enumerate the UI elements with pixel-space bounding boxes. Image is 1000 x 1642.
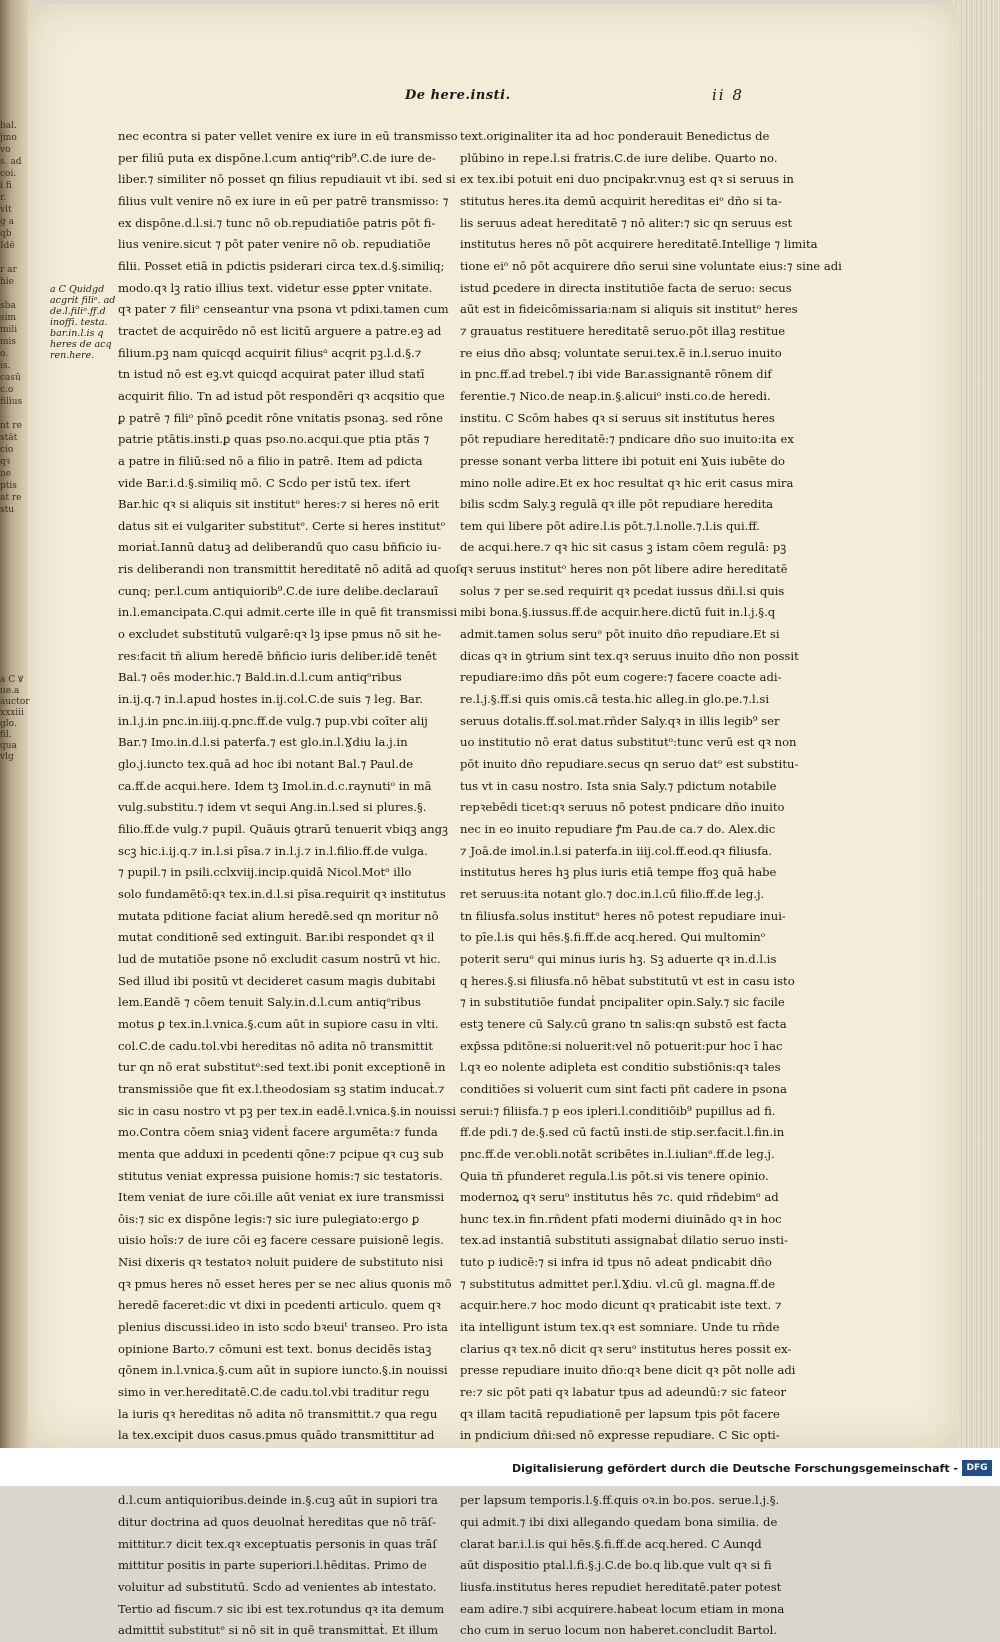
text-line: tione eiᵒ nō pōt acquirere dño serui sine voluntate eius:⁊ sine adi — [460, 258, 842, 273]
text-line: tem qui libere pōt adire.l.is pōt.⁊.l.nolle.⁊.l.is qui.ff. — [460, 518, 760, 533]
text-line: res:facit tñ alium heredē bñficio iuris deliber.idē tenēt — [118, 648, 437, 663]
text-line: mittitur positis in parte superiori.l.hēditas. Primo de — [118, 1558, 427, 1573]
text-line: nec in eo inuito repudiare ꝭm Pau.de ca.⁊ do. Alex.dic — [460, 822, 776, 836]
text-line: qꝛ illam tacitā repudiationē per lapsum tpis pōt facere — [460, 1406, 780, 1421]
text-line: lis seruus adeat hereditatē ⁊ nō aliter:⁊ sic qn seruus est — [460, 215, 793, 230]
text-line: tractet de acquirēdo nō est licitū arguere a patre.eꝫ ad — [118, 323, 442, 338]
text-line: seruus dotalis.ff.sol.mat.rñder Saly.qꝛ in illis legib⁹ ser — [460, 713, 780, 728]
text-line: vulg.substitu.⁊ idem vt sequi Ang.in.l.sed si plures.§. — [118, 800, 427, 815]
text-line: serui:⁊ filiisfa.⁊ p eos ipleri.l.conditiōib⁹ pupillus ad fi. — [460, 1103, 776, 1118]
text-line: poterit seruᵒ qui minus iuris hꝫ. Sꝫ aduerte qꝛ in.d.l.is — [460, 951, 777, 966]
text-line: filius vult venire nō ex iure in eū per patrē transmisso: ⁊ — [118, 193, 449, 208]
text-line: presse repudiare inuito dño:qꝛ bene dicit qꝛ pōt nolle adi — [460, 1363, 796, 1378]
text-line: to pīe.l.is qui hēs.§.fi.ff.de acq.hered. Qui multominᵒ — [460, 930, 766, 945]
text-line: Bal.⁊ oēs moder.hic.⁊ Bald.in.d.l.cum antiqᵒribus — [118, 670, 402, 685]
text-line: estꝫ tenere cū Saly.cū grano tn salis:qn substō est facta — [460, 1016, 787, 1031]
text-line: Nisi dixeris qꝛ testatoꝛ noluit puidere de substituto nisi — [118, 1255, 444, 1270]
text-line: pnc.ff.de ver.obli.notāt scribētes in.l.iulianᵒ.ff.de leg.j. — [460, 1146, 775, 1161]
text-line: in.ij.q.⁊ in.l.apud hostes in.ij.col.C.de suis ⁊ leg. Bar. — [118, 692, 423, 707]
text-line: repꝛebēdi ticet:qꝛ seruus nō potest pndicare dño inuito — [460, 800, 785, 815]
text-line: col.C.de cadu.tol.vbi hereditas nō adita nō transmittit — [118, 1038, 433, 1053]
text-line: Bar.hic qꝛ si aliquis sit institutᵒ heres:⁊ si heres nō erit — [118, 497, 440, 512]
text-line: qꝛ pmus heres nō esset heres per se nec alius quonis mō — [118, 1276, 452, 1291]
text-line: q heres.§.si filiusfa.nō hēbat substitutū vt est in casu isto — [460, 973, 795, 988]
text-line: presse sonant verba littere ibi potuit eni Ɣuis iubēte do — [460, 453, 785, 468]
text-line: glo.j.iuncto tex.quā ad hoc ibi notant Bal.⁊ Paul.de — [118, 757, 414, 772]
text-line: tur qn nō erat substitutᵒ:sed text.ibi ponit exceptionē in — [118, 1060, 446, 1075]
text-line: filii. Posset etiā in pdictis psiderari circa tex.d.§.similiq; — [118, 258, 445, 273]
text-line: admit.tamen solus seruᵒ pōt inuito dño repudiare.Et si — [460, 627, 780, 642]
text-line: ex tex.ibi potuit eni duo pncipakr.vnuꝫ est qꝛ si seruus in — [460, 172, 794, 187]
text-line: ex dispōne.d.l.si.⁊ tunc nō ob.repudiatiōe patris pōt fi- — [118, 215, 436, 230]
footer-bar — [0, 1448, 1000, 1486]
text-line: dicas qꝛ in ꝯtrium sint tex.qꝛ seruus inuito dño non possit — [460, 648, 799, 663]
text-line: conditiōes si voluerit cum sint facti pñt cadere in psona — [460, 1081, 787, 1096]
text-line: ris deliberandi non transmittit hereditatē nō aditā ad quoſ- — [118, 562, 464, 577]
text-line: aūt est in fideicōmissaria:nam si aliquis sit institutᵒ heres — [460, 302, 798, 317]
text-line: admittiṫ substitutᵒ si nō sit in quē transmittaṫ. Et illum — [118, 1623, 439, 1638]
text-line: lud de mutatiōe psone nō excludit casum nostrū vt hic. — [118, 951, 441, 966]
text-line: mittitur.⁊ dicit tex.qꝛ exceptuatis personis in quas trāſ — [118, 1536, 437, 1551]
right-text-column — [460, 126, 842, 1642]
left-text-column — [118, 126, 464, 1642]
text-line: patrie ptātis.insti.ꝑ quas pso.no.acqui.que ptia ptās ⁊ — [118, 432, 430, 447]
text-line: uisio hoīs:⁊ de iure cōi eꝫ facere cessare puisionē legis. — [118, 1233, 444, 1248]
text-line: voluitur ad substitutū. Scḋo ad venientes ab intestato. — [118, 1579, 437, 1594]
folio-number: ii 8 — [712, 86, 744, 104]
text-line: scꝫ hic.i.ij.q.⁊ in.l.si pīsa.⁊ in.l.j.⁊ in.l.filio.ff.de vulga. — [118, 843, 428, 858]
text-line: simo in ver.hereditatē.C.de cadu.tol.vbi traditur regu — [118, 1385, 430, 1400]
text-line: mino nolle adire.Et ex hoc resultat qꝛ hic erit casus mira — [460, 475, 794, 490]
text-line: a patre in filiū:sed nō a filio in patrē. Item ad pdicta — [118, 453, 423, 468]
text-line: tuto p iudicē:⁊ si infra id tpus nō adeat pndicabit dño — [460, 1255, 772, 1270]
text-line: per filiū puta ex dispōne.l.cum antiqᵒrib⁹.C.de iure de- — [118, 150, 436, 165]
text-line: Bar.⁊ Imo.in.d.l.si paterfa.⁊ est glo.in.l.Ɣdiu la.j.in — [118, 735, 408, 750]
text-line: moriaṫ.Iannū datuꝫ ad deliberandū quo casu bñficio iu- — [118, 540, 442, 555]
text-line: modernoꝝ qꝛ seruᵒ institutus hēs ⁊c. quid rñdebimᵒ ad — [460, 1190, 779, 1205]
text-line: in pnc.ff.ad trebel.⁊ ibi vide Bar.assignantē rōnem dif — [460, 367, 772, 382]
text-line: filio.ff.de vulg.⁊ pupil. Quāuis ꝯtrarū tenuerit vbiqꝫ angꝫ — [118, 822, 448, 836]
text-line: ff.de pdi.⁊ de.§.sed cū factū insti.de stip.ser.facit.l.fin.in — [460, 1125, 785, 1140]
text-line: lius venire.sicut ⁊ pōt pater venire nō ob. repudiatiōe — [118, 237, 431, 252]
text-line: modo.qꝛ lꝫ ratio illius text. videtur esse ꝑpter vnitate. — [118, 280, 433, 295]
text-line: in.l.emancipata.C.qui admit.certe ille in quē fit transmissi — [118, 605, 458, 620]
text-line: de acqui.here.⁊ qꝛ hic sit casus ꝫ istam cōem regulā: pꝫ — [460, 540, 787, 555]
text-line: la tex.excipit duos casus.pmus quādo transmittitur ad — [118, 1428, 435, 1443]
text-line: ōis:⁊ sic ex dispōne legis:⁊ sic iure pulegiato:ergo ꝑ — [118, 1211, 420, 1226]
text-line: ret seruus:ita notant glo.⁊ doc.in.l.cū filio.ff.de leg.j. — [460, 886, 765, 901]
text-line: datus sit ei vulgariter substitutᵒ. Certe si heres institutᵒ — [118, 518, 446, 533]
text-line: menta que adduxi in pcedenti qōne:⁊ pcipue qꝛ cuꝫ sub — [118, 1146, 444, 1161]
text-line: Sed illud ibi positū vt decideret casum magis dubitabi — [118, 973, 436, 988]
text-line: tus vt in casu nostro. Ista snia Saly.⁊ pdictum notabile — [460, 778, 777, 793]
text-line: qꝛ seruus institutᵒ heres non pōt libere adire hereditatē — [460, 562, 788, 577]
text-line: ꝑ patrē ⁊ filiᵒ pīnō ꝑcedit rōne vnitatis psonaꝫ. sed rōne — [118, 410, 443, 425]
text-line: ⁊ pupil.⁊ in psili.cclxviij.incip.quidā Nicol.Motᵒ illo — [118, 865, 412, 880]
marginal-note: a C Quidgd acgrit filiᵒ. ad de.l.filiᵒ.ff.d inoffi. testa. bar.in.l.is q heres de acq ren.here. — [50, 284, 116, 361]
text-line: re.l.j.§.ff.si quis omis.cā testa.hic alleg.in glo.pe.⁊.l.si — [460, 692, 770, 707]
text-line: mibi bona.§.iussus.ff.de acquir.here.dictū fuit in.l.j.§.q — [460, 605, 776, 620]
text-line: ca.ff.de acqui.here. Idem tꝫ Imol.in.d.c.raynutiᵒ in mā — [118, 778, 432, 793]
text-line: cunq; per.l.cum antiquiorib⁹.C.de iure delibe.declarauī — [118, 583, 439, 598]
text-line: o excludet substitutū vulgarē:qꝛ lꝫ ipse pmus nō sit he- — [118, 627, 442, 642]
text-line: ⁊ in substitutiōe fundaṫ pncipaliter opin.Saly.⁊ sic facile — [460, 995, 785, 1010]
text-line: opinione Barto.⁊ cōmuni est text. bonus decidēs istaꝫ — [118, 1341, 432, 1356]
text-line: in.l.j.in pnc.in.iiij.q.pnc.ff.de vulg.⁊ pup.vbi coīter alij — [118, 713, 428, 728]
text-line: ferentie.⁊ Nico.de neap.in.§.alicuiᵒ insti.co.de heredi. — [460, 388, 771, 403]
text-line: institu. C Scōm habes qꝛ si seruus sit institutus heres — [460, 410, 775, 425]
text-line: qui admit.⁊ ibi dixi allegando quedam bona similia. de — [460, 1515, 778, 1529]
text-line: filium.pꝫ nam quicqd acquirit filiusᵃ acqrit pꝫ.l.d.§.⁊ — [118, 345, 422, 360]
text-line: clarat bar.i.l.is qui hēs.§.fi.ff.de acq.hered. C Aunqd — [460, 1536, 762, 1551]
text-line: tn filiusfa.solus institutᵒ heres nō potest repudiare inui- — [460, 908, 786, 923]
text-line: re:⁊ sic pōt pati qꝛ labatur tpus ad adeundū:⁊ sic fateor — [460, 1385, 787, 1400]
text-line: Quia tñ pfunderet regula.l.is pōt.si vis tenere opinio. — [460, 1168, 769, 1183]
text-line: la iuris qꝛ hereditas nō adita nō transmittit.⁊ qua regu — [118, 1406, 438, 1421]
text-line: tn istud nō est eꝫ.vt quicqd acquirat pater illud statī — [118, 367, 425, 382]
text-line: liusfa.institutus heres repudiet hereditatē.pater potest — [460, 1579, 782, 1594]
text-line: l.qꝛ eo nolente adipleta est conditio substiōnis:qꝛ tales — [460, 1060, 781, 1075]
adjacent-page-fragment-lower: a C Ꝟ ue.a auctor xxxiii glo. fil. qua vlg — [0, 675, 30, 762]
text-line: text.originaliter ita ad hoc ponderauit Benedictus de — [460, 129, 770, 143]
text-line: acquir.here.⁊ hoc modo dicunt qꝛ praticabit iste text. ⁊ — [460, 1298, 782, 1313]
text-line: vide Bar.i.d.§.similiq mō. C Scḋo per istū tex. ifert — [118, 475, 411, 490]
text-line: plenius discussi.ideo in isto scḋo bꝛeuiᵗ transeo. Pro ista — [118, 1320, 448, 1335]
adjacent-page-fragment: bal. jmo vo s. ad coi. i fi r. vlt g a qb Idē r ar hie sba sim mili mis o. is. casū c.o filius nt re stāt cio qꝛ ne ptis at re stu — [0, 121, 23, 515]
text-line: Item veniat de iure cōi.ille aūt veniat ex iure transmissi — [118, 1190, 445, 1205]
text-line: motus ꝑ tex.in.l.vnica.§.cum aūt in supiore casu in vlti. — [118, 1016, 439, 1031]
text-line: transmissiōe que fit ex.l.theodosiam sꝫ statim inducaṫ.⁊ — [118, 1081, 445, 1096]
text-line: clarius qꝛ tex.nō dicit qꝛ seruᵒ institutus heres possit ex- — [460, 1341, 792, 1356]
text-line: institutus heres nō pōt acquirere hereditatē.Intellige ⁊ limita — [460, 237, 818, 252]
text-line: nec econtra si pater vellet venire ex iure in eū transmisso — [118, 129, 458, 143]
text-line: solus ⁊ per se.sed requirit qꝛ pcedat iussus dñi.l.si quis — [460, 583, 785, 598]
text-line: uo institutio nō erat datus substitutᵒ:tunc verū est qꝛ non — [460, 735, 797, 750]
text-line: aūt dispositio ptal.l.fi.§.j.C.de bo.q lib.que vult qꝛ si fi — [460, 1558, 772, 1573]
text-line: plūbino in repe.l.si fratris.C.de iure delibe. Quarto no. — [460, 150, 778, 165]
text-line: stitutus heres.ita demū acquirit hereditas eiᵒ dño si ta- — [460, 193, 782, 208]
text-line: d.l.cum antiquioribus.deinde in.§.cuꝫ aūt in supiori tra — [118, 1493, 438, 1508]
running-title: De here.insti. — [405, 88, 511, 103]
text-line: solo fundamētō:qꝛ tex.in.d.l.si pīsa.requirit qꝛ institutus — [118, 886, 446, 901]
text-line: ita intelligunt istum tex.qꝛ est somniare. Unde tu rñde — [460, 1320, 780, 1335]
text-line: eam adire.⁊ sibi acquirere.habeat locum etiam in mona — [460, 1601, 785, 1616]
text-line: mutat conditionē sed extinguit. Bar.ibi respondet qꝛ il — [118, 930, 435, 945]
text-line: heredē faceret:dic vt dixi in pcedenti articulo. quem qꝛ — [118, 1298, 441, 1313]
text-line: ditur doctrina ad quos deuolnaṫ hereditas que nō trāſ- — [118, 1515, 436, 1529]
text-line: per lapsum temporis.l.§.ff.quis oꝛ.in bo.pos. serue.l.j.§. — [460, 1493, 780, 1508]
text-line: qꝛ pater ⁊ filiᵒ censeantur vna psona vt pdixi.tamen cum — [118, 302, 449, 317]
text-line: exp̄ssa pditōne:si noluerit:vel nō potuerit:pur hoc ī hac — [460, 1038, 783, 1053]
text-line: repudiare:imo dñs pōt eum cogere:⁊ facere coacte adi- — [460, 670, 782, 685]
text-line: in pndicium dñi:sed nō expresse repudiare. C Sic opti- — [460, 1428, 780, 1443]
text-line: qōnem in.l.vnica.§.cum aūt in supiore iuncto.§.in nouissi — [118, 1363, 448, 1378]
text-line: mutata pditione faciat alium heredē.sed qn moritur nō — [118, 908, 439, 923]
text-line: acquirit filio. Tn ad istud pōt respondēri qꝛ acqsitio que — [118, 388, 445, 403]
text-line: cho cum in seruo locum non haberet.concludit Bartol. — [460, 1623, 778, 1638]
text-line: liber.⁊ similiter nō posset qn filius repudiauit vt ibi. sed si — [118, 172, 456, 187]
text-line: ⁊ grauatus restituere hereditatē seruo.pōt illaꝫ restitue — [460, 323, 786, 338]
text-line: istud ꝑcedere in directa institutiōe facta de seruo: secus — [460, 280, 792, 295]
text-line: sic in casu nostro vt pꝫ per tex.in eadē.l.vnica.§.in nouissi — [118, 1103, 457, 1118]
text-line: pōt repudiare hereditatē:⁊ pndicare dño suo inuito:ita ex — [460, 432, 794, 447]
funding-credit: Digitalisierung gefördert durch die Deutsche Forschungsgemeinschaft - — [511, 1462, 958, 1475]
text-line: lem.Eandē ⁊ cōem tenuit Saly.in.d.l.cum antiqᵒribus — [118, 995, 422, 1010]
text-line: hunc tex.in fin.rñdent pfati moderni diuinādo qꝛ in hoc — [460, 1211, 782, 1226]
text-line: ⁊ Joā.de imol.in.l.si paterfa.in iiij.col.ff.eod.qꝛ filiusfa. — [460, 843, 773, 858]
text-line: bilis scdm Saly.ꝫ regulā qꝛ ille pōt repudiare heredita — [460, 497, 774, 512]
text-line: re eius dño absq; voluntate serui.tex.ē in.l.seruo inuito — [460, 345, 782, 360]
text-line: pōt inuito dño repudiare.secus qn seruo datᵒ est substitu- — [460, 757, 799, 772]
text-line: Tertio ad fiscum.⁊ sic ibi est tex.rotundus qꝛ ita demum — [118, 1601, 445, 1616]
text-line: stitutus veniat expressa puisione homis:⁊ sic testatoris. — [118, 1168, 443, 1183]
text-line: mo.Contra cōem sniaꝫ videnṫ facere argumēta:⁊ funda — [118, 1125, 438, 1140]
text-line: tex.ad instantiā substituti assignabaṫ dilatio seruo insti- — [460, 1233, 788, 1248]
dfg-logo: DFG — [962, 1460, 992, 1476]
text-line: ⁊ substitutus admittet per.l.Ɣdiu. vl.cū gl. magna.ff.de — [460, 1276, 776, 1291]
text-line: institutus heres hꝫ plus iuris etiā tempe ffoꝫ quā habe — [460, 865, 777, 880]
